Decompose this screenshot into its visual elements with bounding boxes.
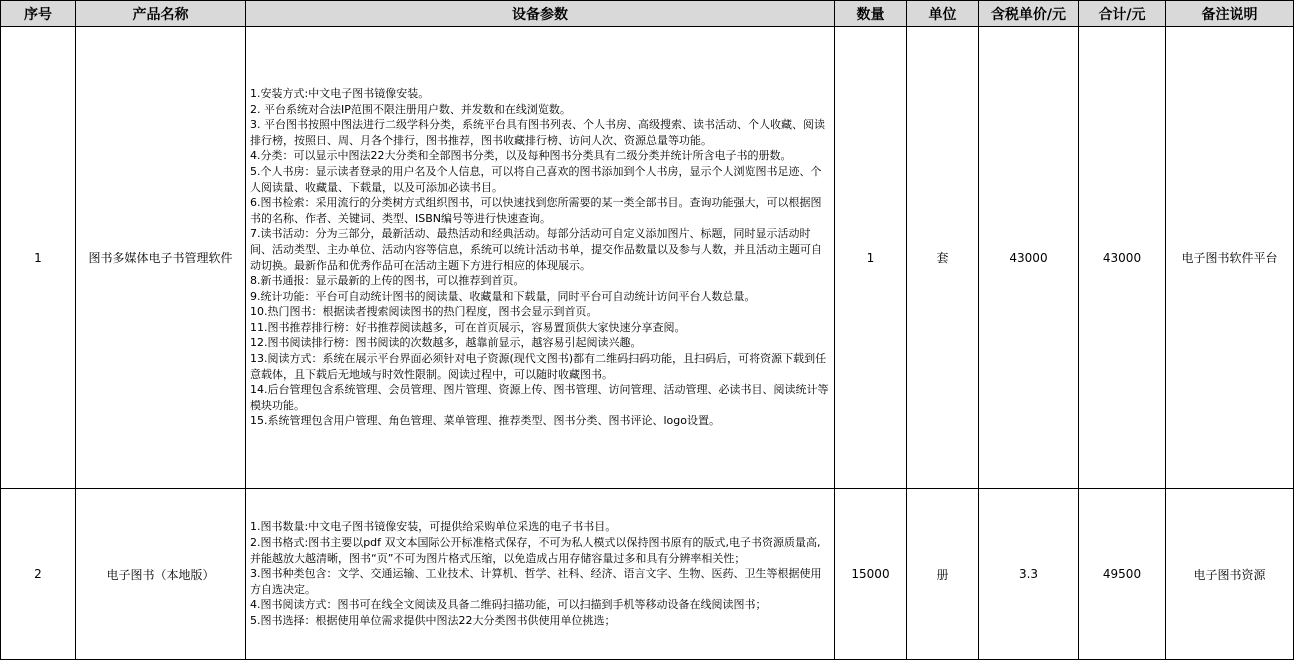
spec-line: 2. 平台系统对合法IP范围不限注册用户数、并发数和在线浏览数。	[250, 102, 571, 116]
spec-line: 1.安装方式:中文电子图书镜像安装。	[250, 86, 430, 100]
cell-spec	[246, 27, 835, 489]
cell-remark: 电子图书软件平台	[1166, 27, 1294, 489]
cell-product-name: 电子图书（本地版）	[76, 489, 246, 660]
cell-product-name: 图书多媒体电子书管理软件	[76, 27, 246, 489]
header-unit: 单位	[907, 1, 979, 27]
spec-line: 3.图书种类包含：文学、交通运输、工业技术、计算机、哲学、社科、经济、语言文字、生物、医药、卫生等根据使用方自选决定。	[250, 567, 822, 596]
spec-line: 13.阅读方式：系统在展示平台界面必须针对电子资源(现代文图书)都有二维码扫码功能，且扫码后，可将资源下载到任意载体，且下载后无地域与时效性限制。阅读过程中，可以随时收藏图书。	[250, 352, 827, 381]
cell-unit-price: 3.3	[979, 489, 1079, 660]
cell-spec	[246, 489, 835, 660]
cell-remark: 电子图书资源	[1166, 489, 1294, 660]
cell-quantity: 1	[835, 27, 907, 489]
spec-line: 2.图书格式:图书主要以pdf 双文本国际公开标准格式保存，不可为私人模式以保持图书原有的版式,电子书资源质量高,并能越放大越清晰，图书“页”不可为图片格式压缩，以免造成占用存储容量过多和具有分辨率相关性；	[250, 536, 821, 565]
header-product-name: 产品名称	[76, 1, 246, 27]
table-row	[1, 489, 1294, 660]
spec-line: 5.个人书房：显示读者登录的用户名及个人信息，可以将自己喜欢的图书添加到个人书房，显示个人浏览图书足迹、个人阅读量、收藏量、下载量，以及可添加必读书目。	[250, 164, 822, 194]
spec-line: 8.新书通报：显示最新的上传的图书，可以推荐到首页。	[250, 274, 525, 288]
cell-quantity: 15000	[835, 489, 907, 660]
spec-line: 12.图书阅读排行榜：图书阅读的次数越多，越靠前显示，越容易引起阅读兴趣。	[250, 336, 642, 350]
spec-line: 3. 平台图书按照中图法进行二级学科分类，系统平台具有图书列表、个人书房、高级搜索、读书活动、个人收藏、阅读排行榜，按照日、周、月各个排行，图书推荐，图书收藏排行榜、访问人次、资源总量等功能。	[250, 118, 825, 147]
header-remark: 备注说明	[1166, 1, 1294, 27]
spec-line: 10.热门图书：根据读者搜索阅读图书的热门程度，图书会显示到首页。	[250, 305, 598, 319]
spec-line: 11.图书推荐排行榜：好书推荐阅读越多，可在首页展示，容易置顶供大家快速分享查阅。	[250, 320, 686, 334]
cell-unit: 套	[907, 27, 979, 489]
header-unit-price: 含税单价/元	[979, 1, 1079, 27]
spec-line: 7.读书活动：分为三部分，最新活动、最热活动和经典活动。每部分活动可自定义添加图片、标题，同时显示活动时间、活动类型、主办单位、活动内容等信息，系统可以统计活动书单，提交作品数量以及参与人数，并且活动主题可自动切换。最新作品和优秀作品可在活动主题下方进行相应的体现展示。	[250, 227, 822, 272]
cell-no: 2	[1, 489, 76, 660]
spec-line: 6.图书检索：采用流行的分类树方式组织图书，可以快速找到您所需要的某一类全部书目。查询功能强大，可以根据图书的名称、作者、关键词、类型、ISBN编号等进行快速查询。	[250, 196, 822, 225]
header-no: 序号	[1, 1, 76, 27]
header-total: 合计/元	[1079, 1, 1166, 27]
table-row	[1, 27, 1294, 489]
spec-line: 5.图书选择：根据使用单位需求提供中图法22大分类图书供使用单位挑选；	[250, 613, 616, 627]
cell-unit-price: 43000	[979, 27, 1079, 489]
header-row	[1, 1, 1294, 27]
cell-total: 49500	[1079, 489, 1166, 660]
spec-line: 4.分类：可以显示中图法22大分类和全部图书分类，以及每种图书分类具有二级分类并统计所含电子书的册数。	[250, 149, 792, 163]
cell-no: 1	[1, 27, 76, 489]
spec-line: 14.后台管理包含系统管理、会员管理、图片管理、资源上传、图书管理、访问管理、活动管理、必读书目、阅读统计等模块功能。	[250, 383, 829, 412]
spec-line: 9.统计功能：平台可自动统计图书的阅读量、收藏量和下载量，同时平台可自动统计访问平台人数总量。	[250, 289, 756, 303]
header-spec: 设备参数	[246, 1, 835, 27]
spec-line: 4.图书阅读方式：图书可在线全文阅读及具备二维码扫描功能，可以扫描到手机等移动设备在线阅读图书；	[250, 598, 767, 612]
spec-line: 15.系统管理包含用户管理、角色管理、菜单管理、推荐类型、图书分类、图书评论、logo设置。	[250, 414, 720, 428]
cell-unit: 册	[907, 489, 979, 660]
header-quantity: 数量	[835, 1, 907, 27]
cell-total: 43000	[1079, 27, 1166, 489]
spec-line: 1.图书数量:中文电子图书镜像安装，可提供给采购单位采选的电子书书目。	[250, 520, 617, 534]
